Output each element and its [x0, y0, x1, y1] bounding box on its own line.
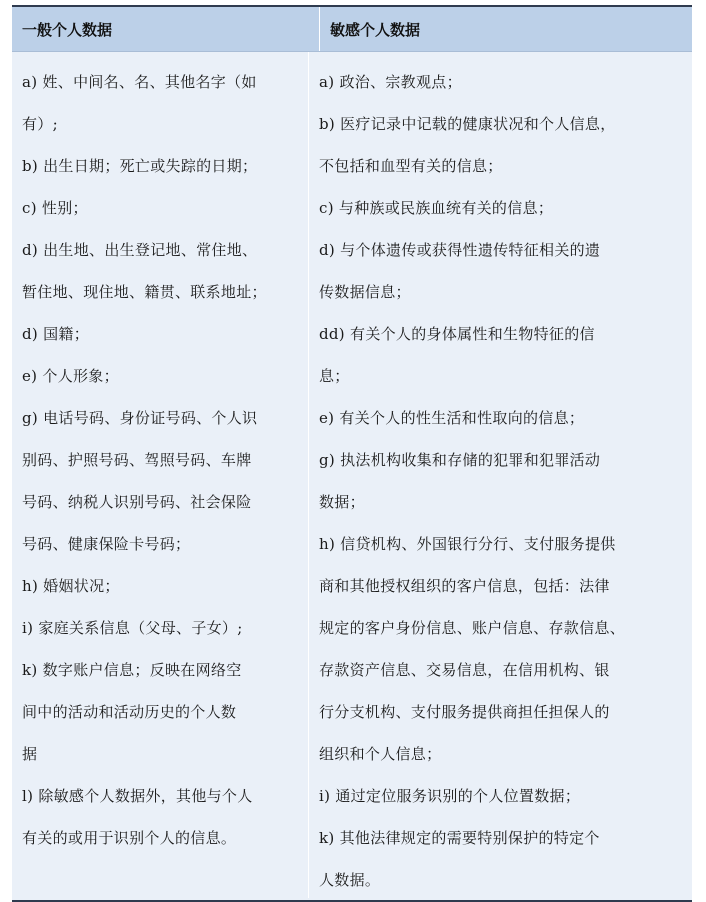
general-data-line: 有关的或用于识别个人的信息。 — [22, 829, 237, 847]
sensitive-data-line: 数据； — [319, 493, 365, 511]
general-data-line: c) 性别； — [22, 199, 88, 217]
sensitive-data-line: g) 执法机构收集和存储的犯罪和犯罪活动 — [319, 451, 601, 469]
sensitive-data-line: k) 其他法律规定的需要特别保护的特定个 — [319, 829, 600, 847]
table-header — [12, 7, 692, 52]
general-data-line: d) 出生地、出生登记地、常住地、 — [22, 241, 258, 259]
header-general-data: 一般个人数据 — [12, 7, 320, 51]
general-data-line: 别码、护照号码、驾照号码、车牌 — [22, 451, 252, 469]
header-sensitive-data: 敏感个人数据 — [330, 20, 421, 39]
general-data-line: 据 — [22, 745, 38, 763]
sensitive-data-line: 规定的客户身份信息、账户信息、存款信息、 — [319, 619, 626, 637]
general-data-line: 号码、纳税人识别号码、社会保险 — [22, 493, 252, 511]
general-data-line: g) 电话号码、身份证号码、个人识 — [22, 409, 258, 427]
general-data-line: 间中的活动和活动历史的个人数 — [22, 703, 237, 721]
sensitive-data-line: 人数据。 — [319, 871, 381, 889]
sensitive-data-line: 传数据信息； — [319, 283, 411, 301]
sensitive-data-line: 存款资产信息、交易信息，在信用机构、银 — [319, 661, 610, 679]
general-data-line: i) 家庭关系信息（父母、子女）; — [22, 619, 243, 637]
sensitive-data-line: i) 通过定位服务识别的个人位置数据； — [319, 787, 581, 805]
general-data-line: d) 国籍； — [22, 325, 90, 343]
general-data-line: 号码、健康保险卡号码； — [22, 535, 191, 553]
sensitive-data-line: c) 与种族或民族血统有关的信息； — [319, 199, 554, 217]
general-data-line: 暂住地、现住地、籍贯、联系地址； — [22, 283, 267, 301]
sensitive-data-line: 行分支机构、支付服务提供商担任担保人的 — [319, 703, 610, 721]
general-data-line: a) 姓、中间名、名、其他名字（如 — [22, 73, 257, 91]
general-data-column — [12, 52, 309, 898]
sensitive-data-line: h) 信贷机构、外国银行分行、支付服务提供 — [319, 535, 616, 553]
sensitive-data-column — [309, 52, 692, 898]
general-data-line: h) 婚姻状况； — [22, 577, 120, 595]
sensitive-data-line: d) 与个体遗传或获得性遗传特征相关的遗 — [319, 241, 601, 259]
sensitive-data-line: b) 医疗记录中记载的健康状况和个人信息， — [319, 115, 616, 133]
sensitive-data-line: 组织和个人信息； — [319, 745, 442, 763]
table-body — [12, 52, 692, 898]
sensitive-data-line: e) 有关个人的性生活和性取向的信息； — [319, 409, 585, 427]
sensitive-data-line: a) 政治、宗教观点； — [319, 73, 462, 91]
sensitive-data-line: 商和其他授权组织的客户信息，包括：法律 — [319, 577, 610, 595]
personal-data-table — [12, 5, 692, 902]
sensitive-data-line: 息； — [319, 367, 350, 385]
sensitive-data-line: dd) 有关个人的身体属性和生物特征的信 — [319, 325, 595, 343]
general-data-line: b) 出生日期；死亡或失踪的日期； — [22, 157, 258, 175]
sensitive-data-line: 不包括和血型有关的信息； — [319, 157, 503, 175]
general-data-line: 有）; — [22, 115, 58, 133]
general-data-line: l) 除敏感个人数据外，其他与个人 — [22, 787, 253, 805]
general-data-line: e) 个人形象； — [22, 367, 119, 385]
general-data-line: k) 数字账户信息；反映在网络空 — [22, 661, 242, 679]
